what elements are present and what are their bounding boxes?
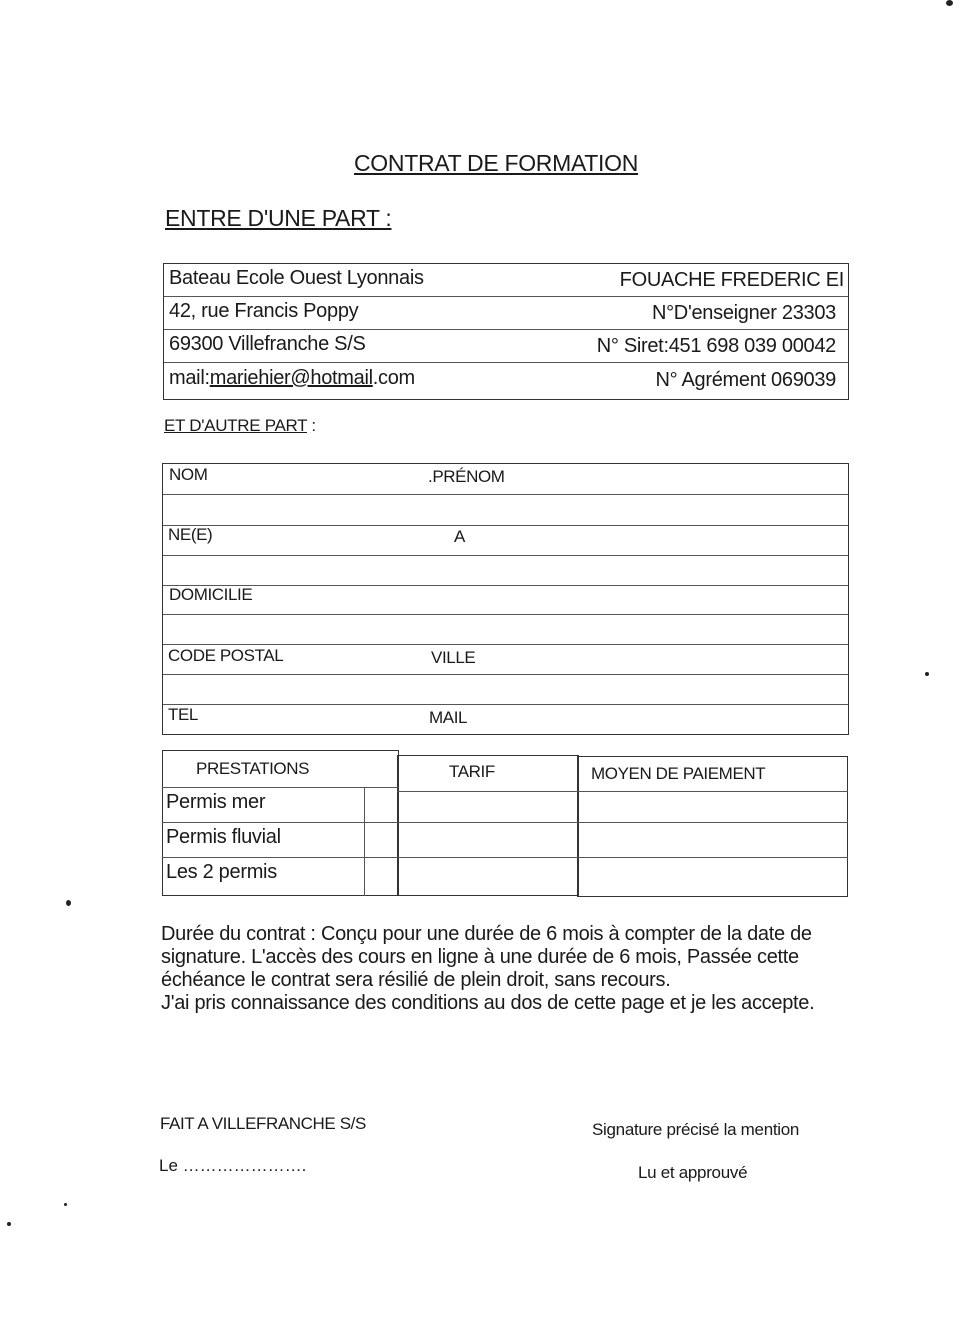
label-ville: VILLE xyxy=(431,648,476,667)
label-domicile: DOMICILIE xyxy=(169,585,253,604)
school-siret: N° Siret:451 698 039 00042 xyxy=(596,335,836,357)
conditions-acceptance-text: J'ai pris connaissance des conditions au dos de cette page et je les accepte. xyxy=(161,992,815,1014)
header-prestations: PRESTATIONS xyxy=(196,759,310,778)
school-row xyxy=(164,364,848,399)
school-info-table xyxy=(163,263,849,400)
school-owner: FOUACHE FREDERIC EI xyxy=(619,269,844,291)
scan-speck xyxy=(925,672,929,676)
school-row xyxy=(164,330,848,363)
label-ne: NE(E) xyxy=(168,525,213,544)
party-two-colon: : xyxy=(306,416,316,435)
row-les-2-permis: Les 2 permis xyxy=(166,861,277,883)
label-nom: NOM xyxy=(169,465,208,484)
school-agrement: N° Agrément 069039 xyxy=(655,369,836,391)
signature-instruction: Signature précisé la mention xyxy=(592,1120,800,1139)
label-code-postal: CODE POSTAL xyxy=(168,646,284,665)
school-mail-link[interactable]: mariehier@hotmail xyxy=(209,367,373,389)
date-line: Le …………………. xyxy=(159,1156,307,1175)
school-teacher-number: N°D'enseigner 23303 xyxy=(651,302,836,324)
school-mail-prefix: mail: xyxy=(169,367,210,389)
row-divider xyxy=(162,822,848,823)
label-mail: MAIL xyxy=(429,708,468,727)
scan-speck xyxy=(66,900,71,906)
row-permis-mer: Permis mer xyxy=(166,791,266,813)
label-a: A xyxy=(454,527,465,546)
header-tarif: TARIF xyxy=(449,762,495,781)
school-street: 42, rue Francis Poppy xyxy=(169,300,359,322)
student-info-table xyxy=(162,463,849,735)
row-divider xyxy=(163,614,848,615)
row-divider xyxy=(163,585,848,586)
scan-speck xyxy=(946,0,953,6)
party-two-heading xyxy=(164,416,316,436)
label-tel: TEL xyxy=(168,705,198,724)
row-divider xyxy=(163,555,848,556)
party-two-label: ET D'AUTRE PART xyxy=(164,416,307,435)
column-divider xyxy=(364,787,365,896)
contract-title: CONTRAT DE FORMATION xyxy=(354,150,639,176)
contract-duration-text: Durée du contrat : Conçu pour une durée de 6 mois à compter de la date de signature. L'accès des cours en ligne à une durée de 6 mois, Passée cette échéance le contrat sera résilié de plein droit, sans recours. xyxy=(161,923,812,991)
row-divider xyxy=(163,704,848,705)
school-mail xyxy=(169,367,415,390)
row-divider xyxy=(163,674,848,675)
contract-terms xyxy=(161,923,821,1015)
school-row xyxy=(164,297,848,330)
row-divider xyxy=(163,494,848,495)
row-divider xyxy=(162,857,848,858)
prestations-table xyxy=(161,750,848,896)
signed-at: FAIT A VILLEFRANCHE S/S xyxy=(160,1114,366,1133)
school-row xyxy=(164,264,848,297)
school-mail-suffix: .com xyxy=(372,367,415,389)
row-divider xyxy=(163,644,848,645)
party-one-heading: ENTRE D'UNE PART : xyxy=(165,205,392,231)
label-prenom: .PRÉNOM xyxy=(428,467,505,486)
row-permis-fluvial: Permis fluvial xyxy=(166,826,281,848)
read-approved-mention: Lu et approuvé xyxy=(638,1163,748,1182)
scan-speck xyxy=(7,1222,11,1226)
row-divider xyxy=(397,791,848,792)
row-divider xyxy=(163,525,848,526)
school-name: Bateau Ecole Ouest Lyonnais xyxy=(169,267,424,289)
school-city: 69300 Villefranche S/S xyxy=(169,333,366,355)
scan-speck xyxy=(64,1203,67,1206)
header-moyen-paiement: MOYEN DE PAIEMENT xyxy=(591,764,766,783)
